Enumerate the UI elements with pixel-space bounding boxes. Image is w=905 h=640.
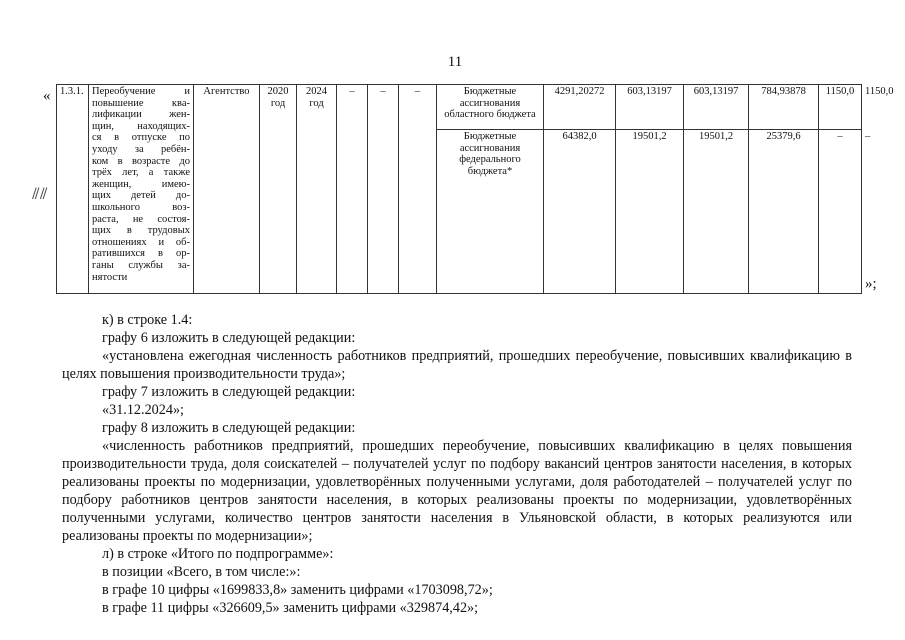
paragraph: «численность работников предприятий, прошедших переобучение, повысивших квалификацию в целях повышения производительности труда, доля соискателей – получателей услуг по подбору вакансий центров занятости населения, в которых реализованы проекты по модернизации, удовлетворённых полученными услугами, доля работодателей – получателей услуг по подбору работников центров занятости населения, в которых реализованы проекты по модернизации, удовлетворённых полученными услугами, количество центров занятости населения в Ульяновской области, в которых реализуются или реализованы проекты по модернизации»; [62, 438, 852, 544]
value-cell: 4291,20272 [544, 85, 616, 130]
margin-handwritten-mark: // // [32, 186, 46, 202]
opening-quote: « [43, 88, 51, 104]
funding-source: Бюджетные ассигнования областного бюджета [437, 85, 544, 130]
dash-cell: – [337, 85, 368, 294]
event-name-line: повышение ква- [92, 97, 190, 109]
value-cell: – [819, 130, 862, 294]
paragraph: «установлена ежегодная численность работников предприятий, прошедших переобучение, повысивших квалификацию в целях повышения производительности труда»; [62, 348, 852, 382]
page-number: 11 [447, 54, 463, 70]
year-end: 2024 год [297, 85, 337, 294]
table-row: 1.3.1. Переобучение и повышение ква- лификации жен- щин, находящих- ся в отпуске по уходу за ребён- ком в возрасте до трёх лет, а также женщин, имею- щих детей до- школьного воз- раста, не состоя- щих в трудовых отношениях и об- ратившихся в ор- ганы службы за- нятости Агентство 2020 год 2024 год – – – Бюджетные ассигнования областного бюджета 4291,20272 603,13197 603,13197 784,93878 1150,0 1150,0 [57, 85, 862, 130]
table-row: Бюджетные ассигнования федерального бюджета* 64382,0 19501,2 19501,2 25379,6 – – [57, 130, 862, 294]
year-start: 2020 год [260, 85, 297, 294]
event-name-line: ся в отпуске по [92, 132, 190, 144]
event-name-line: Переобучение и [92, 86, 190, 97]
event-name-line: трёх лет, а также [92, 167, 190, 179]
value-cell: 25379,6 [749, 130, 819, 294]
closing-quote: »; [865, 276, 877, 292]
value-cell: 19501,2 [684, 130, 749, 294]
value-cell: 784,93878 [749, 85, 819, 130]
event-name-line: отношениях и об- [92, 236, 190, 248]
executor: Агентство [194, 85, 260, 294]
event-name-line: уходу за ребён- [92, 143, 190, 155]
paragraph: к) в строке 1.4: [102, 312, 193, 328]
paragraph: в графе 11 цифры «326609,5» заменить цифрами «329874,42»; [102, 600, 479, 616]
event-name-line: женщин, имею- [92, 178, 190, 190]
event-name-line: щих в трудовых [92, 225, 190, 237]
event-name-line: щих детей до- [92, 190, 190, 202]
amendment-text [62, 311, 852, 617]
value-cell: 1150,0 [819, 85, 862, 130]
event-name-line: нятости [92, 271, 128, 283]
dash-cell: – [399, 85, 437, 294]
paragraph: в графе 10 цифры «1699833,8» заменить цифрами «1703098,72»; [102, 582, 493, 598]
value-cell: 19501,2 [616, 130, 684, 294]
row-code: 1.3.1. [57, 85, 89, 294]
value-cell: 64382,0 [544, 130, 616, 294]
paragraph: л) в строке «Итого по подпрограмме»: [102, 546, 334, 562]
event-name-line: школьного воз- [92, 201, 190, 213]
paragraph: «31.12.2024»; [102, 402, 184, 418]
funding-source: Бюджетные ассигнования федерального бюджета* [437, 130, 544, 294]
event-name-line: ганы службы за- [92, 259, 190, 271]
event-name-line: лификации жен- [92, 109, 190, 121]
event-name-line: щин, находящих- [92, 120, 190, 132]
event-name-line: раста, не состоя- [92, 213, 190, 225]
value-cell: 603,13197 [684, 85, 749, 130]
value-cell: 603,13197 [616, 85, 684, 130]
paragraph: графу 7 изложить в следующей редакции: [102, 384, 356, 400]
paragraph: в позиции «Всего, в том числе:»: [102, 564, 301, 580]
paragraph: графу 8 изложить в следующей редакции: [102, 420, 356, 436]
event-name-line: ратившихся в ор- [92, 248, 190, 260]
subprogram-table [56, 84, 894, 294]
dash-cell: – [368, 85, 399, 294]
event-name [89, 85, 194, 294]
paragraph: графу 6 изложить в следующей редакции: [102, 330, 356, 346]
event-name-line: ком в возрасте до [92, 155, 190, 167]
